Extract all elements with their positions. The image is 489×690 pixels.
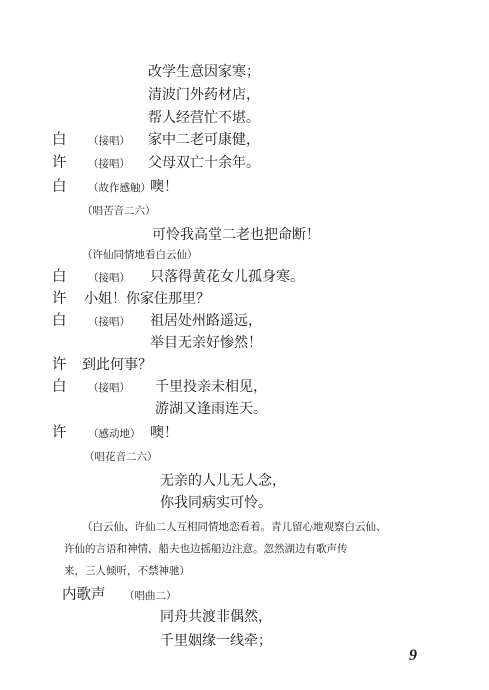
stage-direction: （唱曲二） — [124, 590, 177, 602]
lyric-line: 游湖又逢雨连天。 — [155, 401, 267, 417]
speech-line: 小姐！你家住那里？ — [84, 291, 210, 307]
speech-line: 噢！ — [150, 425, 178, 441]
role-name: 许 — [52, 357, 67, 373]
role-name: 白 — [52, 132, 67, 148]
lyric-line: 同舟共渡非偶然， — [160, 609, 272, 625]
stage-paragraph-line: 许仙的言语和神情，船夫也边摇船边注意。忽然湖边有歌声传 — [64, 543, 348, 555]
role-name: 许 — [52, 291, 67, 307]
speech-line: 到此何事？ — [82, 357, 152, 373]
stage-direction: （唱花音二六） — [84, 451, 158, 463]
lyric-line: 可怜我高堂二老也把命断！ — [152, 227, 320, 243]
stage-direction: （接唱） — [88, 135, 130, 147]
stage-direction: （接唱） — [88, 316, 130, 328]
lyric-line: 只落得黄花女儿孤身寒。 — [150, 269, 304, 285]
stage-direction: （许仙同情地看白云仙） — [82, 249, 198, 261]
lyric-line: 千里投亲未相见， — [155, 379, 267, 395]
stage-direction: （接唱） — [88, 158, 130, 170]
lyric-line: 千里姻缘一线牵； — [160, 633, 272, 649]
role-name: 许 — [52, 155, 67, 171]
lyric-line: 无亲的人儿无人念， — [160, 473, 286, 489]
lyric-line: 家中二老可康健， — [148, 132, 260, 148]
stage-direction: （接唱） — [88, 382, 130, 394]
role-name: 许 — [52, 425, 67, 441]
page-number: 9 — [409, 647, 417, 664]
stage-direction: （感动地） — [88, 428, 141, 440]
lyric-line: 你我同病实可怜。 — [160, 495, 272, 511]
role-name: 白 — [52, 179, 67, 195]
lyric-line: 父母双亡十余年。 — [148, 155, 260, 171]
lyric-line: 举目无亲好惨然！ — [150, 335, 262, 351]
role-name: 白 — [52, 379, 67, 395]
stage-direction: （接唱） — [88, 272, 130, 284]
lyric-line: 帮人经营忙不堪。 — [148, 110, 260, 126]
role-name: 内歌声 — [62, 587, 106, 603]
role-name: 白 — [52, 313, 67, 329]
lyric-line: 清波门外药材店， — [148, 87, 260, 103]
lyric-line: 祖居处州路遥远， — [150, 313, 262, 329]
role-name: 白 — [52, 269, 67, 285]
speech-line: 噢！ — [150, 179, 178, 195]
stage-paragraph-line: 来，三人倾听，不禁神驰） — [64, 565, 190, 577]
stage-paragraph-line: （白云仙、许仙二人互相同情地恋看着。青儿留心地观察白云仙、 — [82, 521, 387, 533]
lyric-line: 改学生意因家寒； — [148, 64, 260, 80]
stage-direction: （故作感触） — [88, 182, 151, 194]
stage-direction: （唱苦音二六） — [82, 205, 156, 217]
